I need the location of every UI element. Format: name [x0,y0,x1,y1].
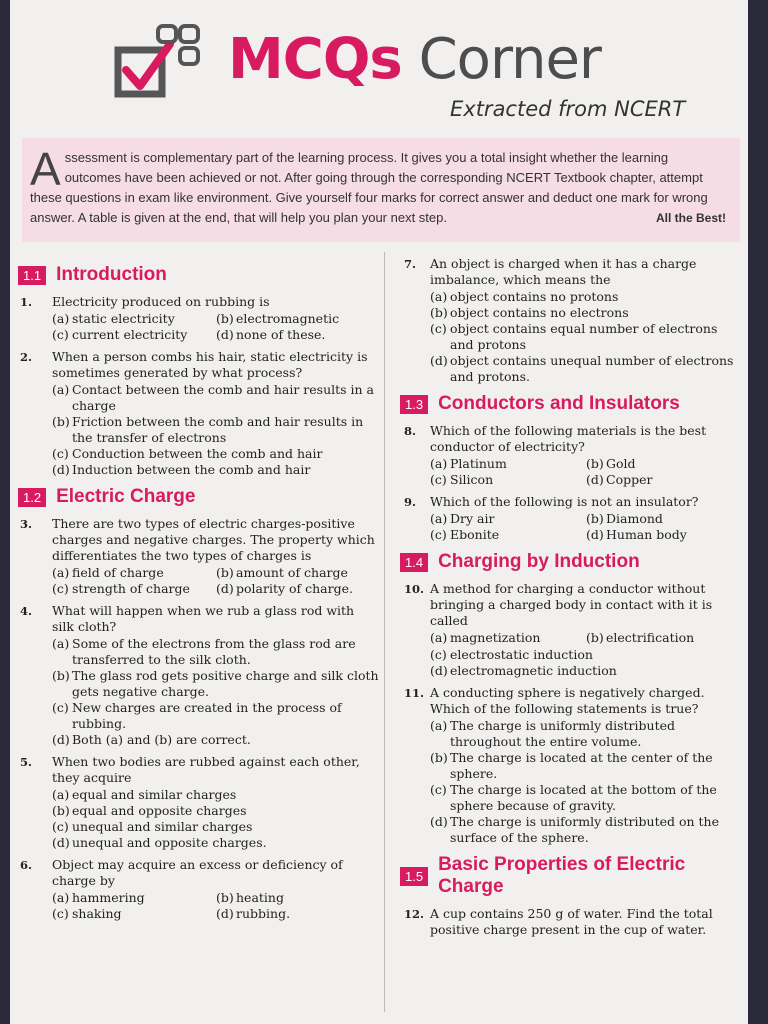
question-number: 8. [404,424,417,438]
option: (b) heating [216,890,284,905]
page [10,0,748,1024]
option: (c) The charge is located at the bottom of the sphere because of gravity. [430,782,717,813]
question-text: A cup contains 250 g of water. Find the total positive charge present in the cup of water. [430,906,713,937]
option: (b) Gold [586,456,636,471]
section-heading [18,486,380,508]
question-number: 9. [404,495,417,509]
option: (b) Friction between the comb and hair results in the transfer of electrons [52,414,364,445]
option: (d) The charge is uniformly distributed on the surface of the sphere. [430,814,719,845]
page-subtitle: Extracted from NCERT [450,97,686,121]
option: (a) field of charge [52,565,164,580]
question [392,494,742,543]
option: (c) electrostatic induction [430,647,593,662]
option: (c) Ebonite [430,527,500,542]
option: (d) Induction between the comb and hair [52,462,311,477]
question [392,423,742,488]
question [10,516,380,597]
question-number: 7. [404,257,417,271]
section-title: Introduction [56,264,167,285]
option: (d) polarity of charge. [216,581,353,596]
option: (b) object contains no electrons [430,305,629,320]
option: (c) strength of charge [52,581,190,596]
option: (a) hammering [52,890,145,905]
question-number: 11. [404,686,425,700]
section-heading [18,264,380,286]
question-text: An object is charged when it has a charge imbalance, which means the [430,256,697,287]
question [392,906,742,938]
question-text: A conducting sphere is negatively charged. Which of the following statements is true? [430,685,705,716]
question-text: A method for charging a conductor without bringing a charged body in contact with it is called [430,581,713,628]
option: (d) Copper [586,472,653,487]
title-corner: Corner [418,27,601,92]
option: (a) Some of the electrons from the glass rod are transferred to the silk cloth. [52,636,356,667]
section-number: 1.2 [18,488,46,507]
intro-dropcap: A [30,143,61,195]
section-number: 1.4 [400,553,428,572]
question [392,685,742,846]
question-number: 4. [20,604,33,618]
option: (d) electromagnetic induction [430,663,617,678]
question-number: 3. [20,517,33,531]
question [10,754,380,851]
question-number: 5. [20,755,33,769]
option: (a) static electricity [52,311,175,326]
right-column [392,256,742,944]
option: (a) equal and similar charges [52,787,237,802]
option: (c) Silicon [430,472,494,487]
column-divider [384,252,385,1012]
question-number: 12. [404,907,425,921]
option: (b) electromagnetic [216,311,340,326]
option: (c) Conduction between the comb and hair [52,446,323,461]
question-text: Which of the following is not an insulator? [430,494,699,509]
question-text: Object may acquire an excess or deficiency of charge by [52,857,343,888]
option: (c) shaking [52,906,122,921]
question-text: Electricity produced on rubbing is [52,294,270,309]
option: (c) object contains equal number of electrons and protons [430,321,718,352]
option: (b) The glass rod gets positive charge and silk cloth gets negative charge. [52,668,379,699]
section-heading [400,393,742,415]
question [10,349,380,478]
option: (a) Platinum [430,456,507,471]
option: (b) Diamond [586,511,663,526]
title-mcqs: MCQs [228,27,402,92]
section-heading [400,854,742,898]
left-column [10,256,380,928]
section-number: 1.1 [18,266,46,285]
intro-text: ssessment is complementary part of the learning process. It gives you a total insight whether the learning outcomes have been achieved or not. After going through the corresponding NCERT Textbook chapter, attempt these questions in exam like environment. Give yourself four marks for correct answer and deduct one mark for wrong answer. A table is given at the end, that will help you plan your next step. [30,150,708,225]
section-title: Charging by Induction [438,551,640,572]
question-text: Which of the following materials is the best conductor of electricity? [430,423,707,454]
option: (d) Human body [586,527,687,542]
option: (a) The charge is uniformly distributed throughout the entire volume. [430,718,675,749]
option: (d) unequal and opposite charges. [52,835,267,850]
option: (a) object contains no protons [430,289,619,304]
option: (a) Contact between the comb and hair results in a charge [52,382,375,413]
question-number: 6. [20,858,33,872]
option: (a) magnetization [430,630,541,645]
question-text: When a person combs his hair, static electricity is sometimes generated by what process? [52,349,368,380]
option: (c) current electricity [52,327,188,342]
question [392,256,742,385]
question-number: 2. [20,350,33,364]
checkbox-logo-icon [110,22,220,112]
section-title: Conductors and Insulators [438,393,680,414]
option: (b) electrification [586,630,695,645]
option: (d) Both (a) and (b) are correct. [52,732,251,747]
section-title: Basic Properties of Electric Charge [438,854,686,897]
question-number: 1. [20,295,33,309]
question-text: What will happen when we rub a glass rod with silk cloth? [52,603,355,634]
section-number: 1.3 [400,395,428,414]
question [10,603,380,748]
option: (b) equal and opposite charges [52,803,247,818]
question-text: There are two types of electric charges-positive charges and negative charges. The property which differentiates the two types of charges is [52,516,375,563]
option: (c) New charges are created in the process of rubbing. [52,700,342,731]
option: (b) amount of charge [216,565,348,580]
option: (d) object contains unequal number of electrons and protons. [430,353,734,384]
question-number: 10. [404,582,425,596]
question [10,857,380,922]
question-text: When two bodies are rubbed against each other, they acquire [52,754,360,785]
option: (d) none of these. [216,327,326,342]
question [10,294,380,343]
section-title: Electric Charge [56,486,196,507]
section-heading [400,551,742,573]
question [392,581,742,679]
option: (c) unequal and similar charges [52,819,253,834]
page-title [228,27,601,92]
intro-box [22,138,740,242]
option: (b) The charge is located at the center of the sphere. [430,750,713,781]
option: (a) Dry air [430,511,495,526]
option: (d) rubbing. [216,906,291,921]
section-number: 1.5 [400,867,428,886]
sign-off: All the Best! [655,211,726,225]
